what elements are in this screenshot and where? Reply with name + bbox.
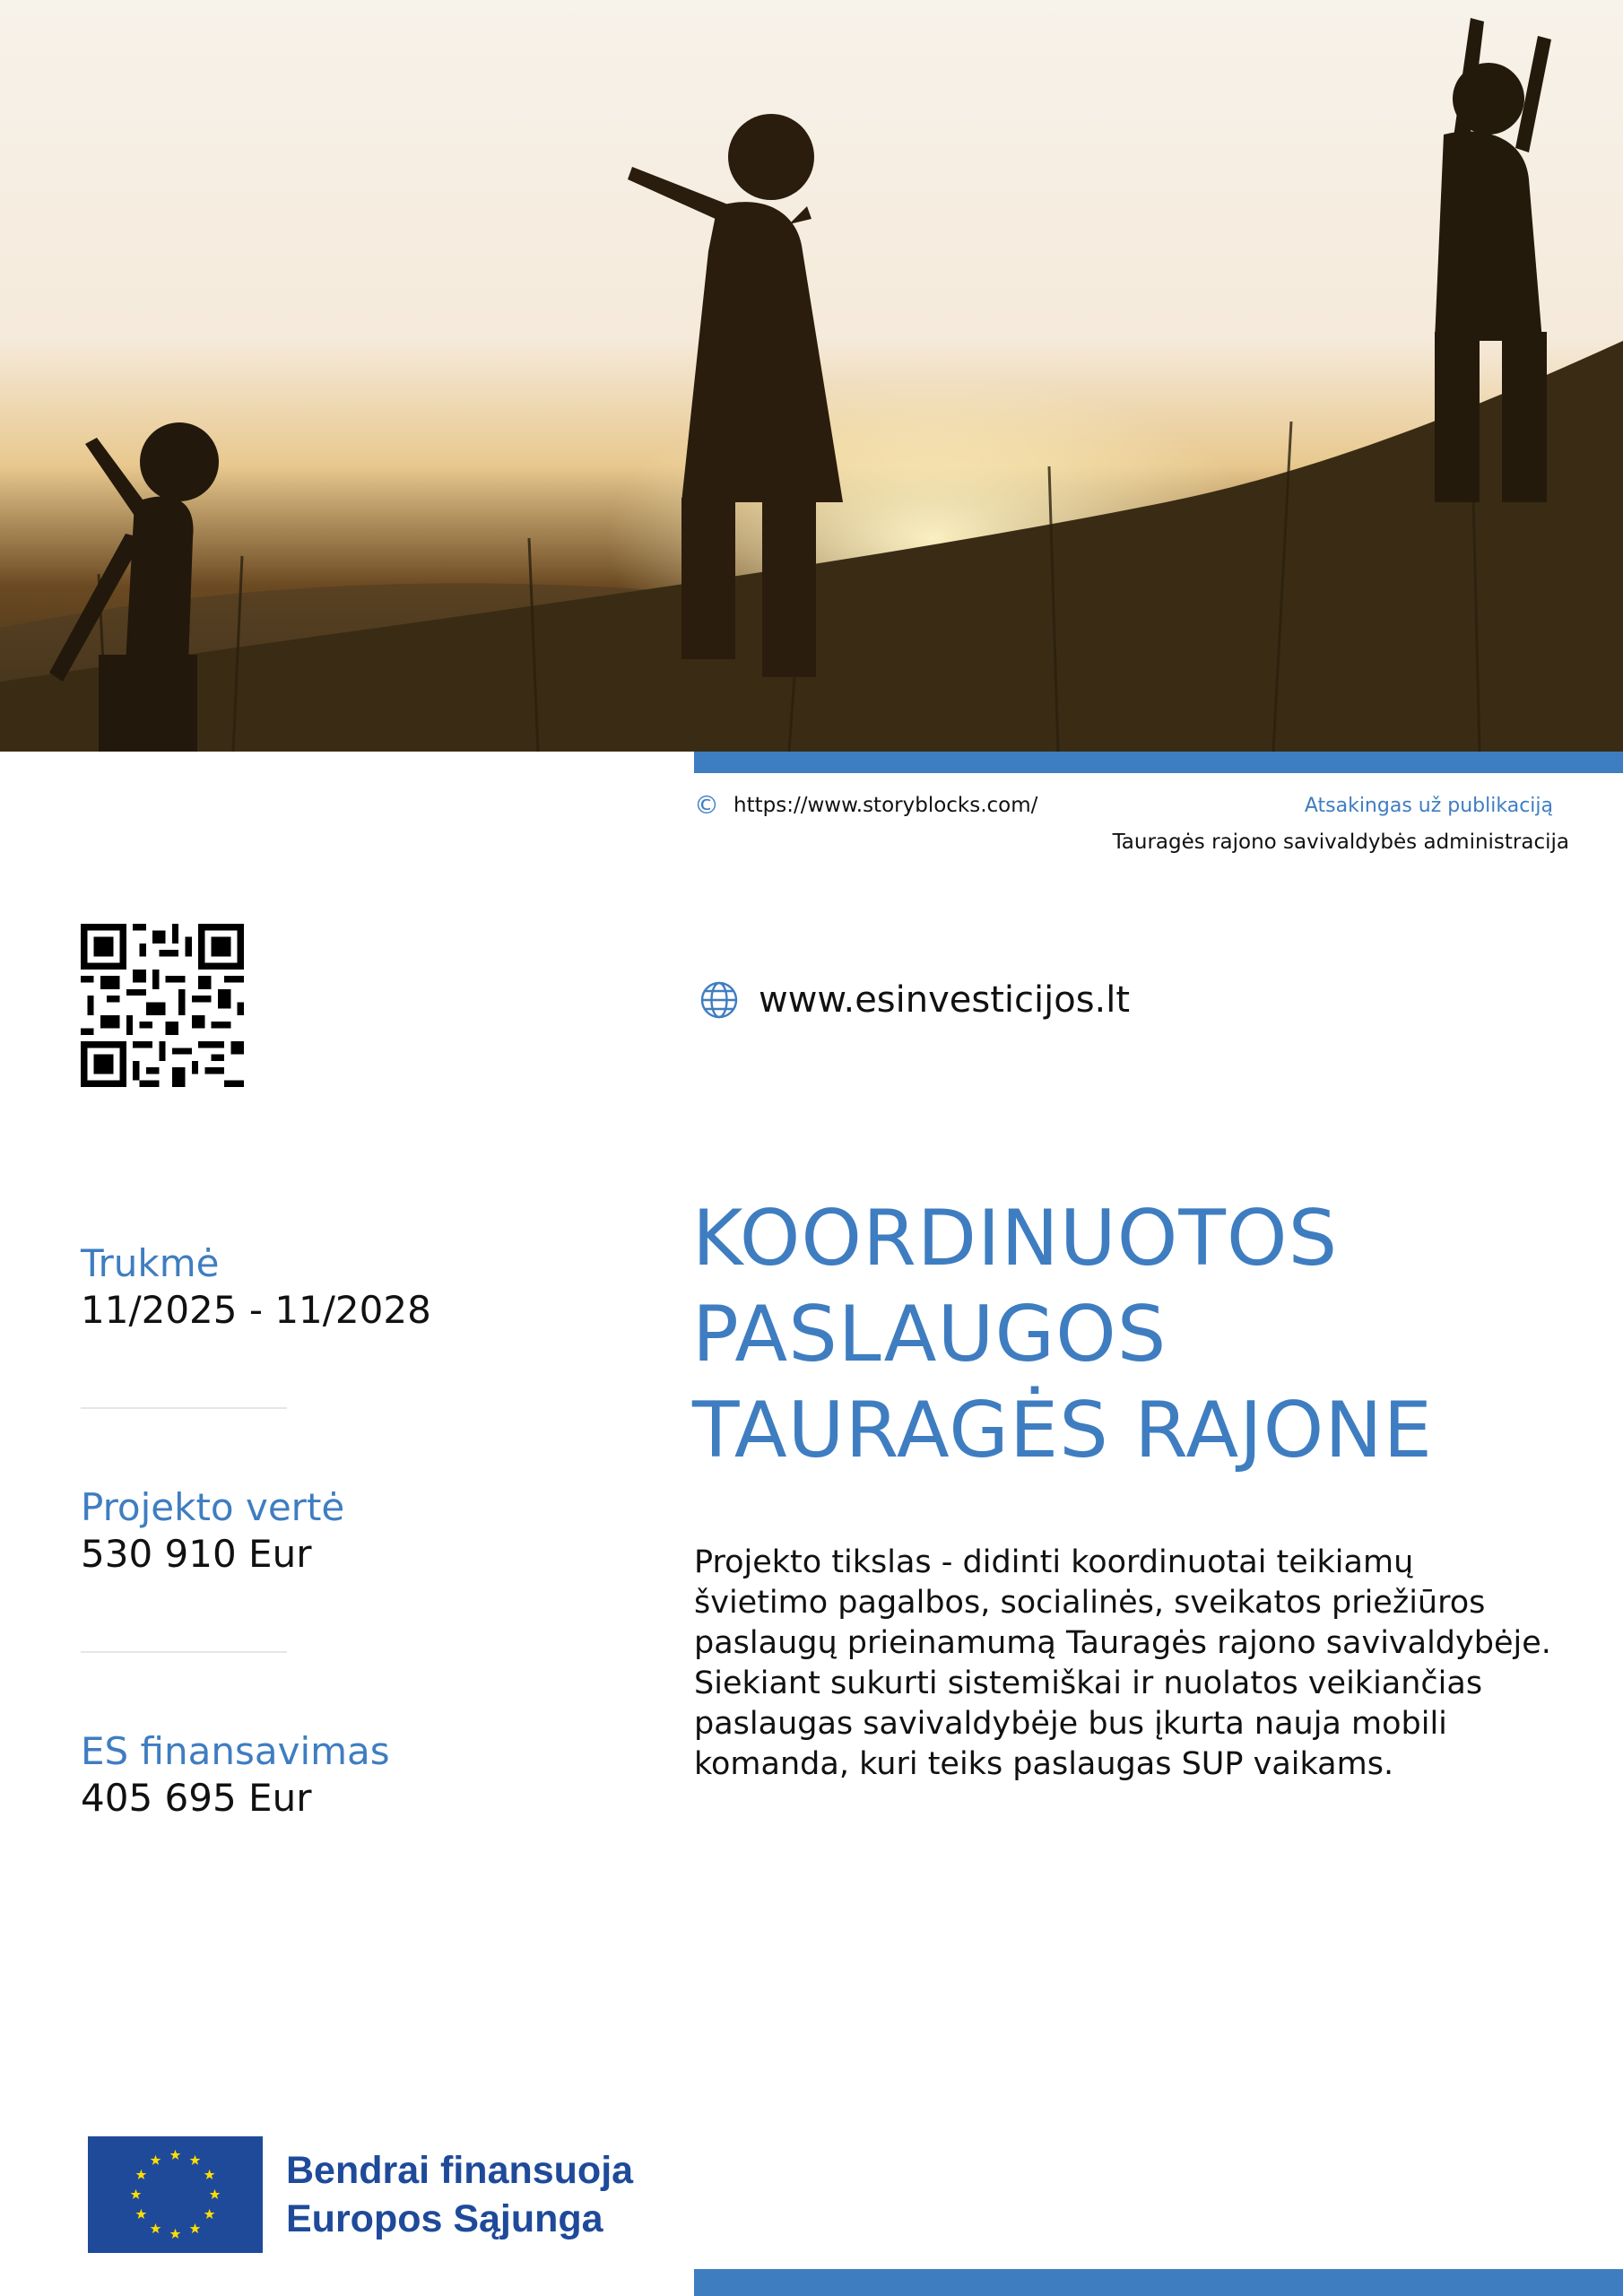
accent-bar-top [694, 752, 1623, 773]
publication-label: Atsakingas už publikaciją [1304, 795, 1553, 817]
eu-text-line-2: Europos Sąjunga [286, 2197, 603, 2240]
globe-icon [699, 980, 739, 1020]
publication-value: Tauragės rajono savivaldybės administracija [1112, 831, 1569, 854]
hero-illustration [0, 0, 1623, 752]
fact-label: ES finansavimas [81, 1729, 390, 1773]
description-paragraph-2: Siekiant sukurti sistemiškai ir nuolatos veikiančias paslaugas savivaldybėje bus įkurta nauja mobili komanda, kuri teiks paslaugas SUP vaikams. [694, 1665, 1483, 1782]
hero-photo [0, 0, 1623, 752]
fact-eu-funding [81, 1728, 390, 1822]
fact-label: Projekto vertė [81, 1485, 345, 1529]
eu-text-line-1: Bendrai finansuoja [286, 2149, 634, 2192]
fact-duration [81, 1240, 431, 1334]
title-line-2: PASLAUGOS [692, 1290, 1167, 1379]
qr-code-icon[interactable] [81, 924, 244, 1087]
project-title [692, 1191, 1433, 1479]
website-text: www.esinvesticijos.lt [759, 979, 1131, 1021]
photo-credit-url[interactable]: https://www.storyblocks.com/ [733, 794, 1038, 817]
fact-label: Trukmė [81, 1241, 220, 1285]
website-link[interactable] [699, 979, 1130, 1021]
divider [81, 1651, 287, 1653]
title-line-3: TAURAGĖS RAJONE [692, 1386, 1433, 1475]
description-paragraph-1: Projekto tikslas - didinti koordinuotai teikiamų švietimo pagalbos, socialinės, sveikatos priežiūros paslaugų prieinamumą Tauragės rajono savivaldybėje. [694, 1544, 1551, 1661]
divider [81, 1407, 287, 1409]
fact-value: 530 910 Eur [81, 1532, 312, 1576]
fact-value: 405 695 Eur [81, 1776, 312, 1820]
copyright-icon: © [694, 790, 719, 820]
fact-value: 11/2025 - 11/2028 [81, 1288, 431, 1332]
fact-project-value [81, 1484, 344, 1578]
photo-credit [694, 790, 1038, 820]
eu-flag-icon [88, 2136, 263, 2253]
eu-cofunded-logo [88, 2136, 633, 2253]
project-description [694, 1543, 1555, 1785]
title-line-1: KOORDINUOTOS [692, 1194, 1339, 1283]
accent-bar-bottom [694, 2269, 1623, 2296]
eu-text [286, 2146, 633, 2243]
